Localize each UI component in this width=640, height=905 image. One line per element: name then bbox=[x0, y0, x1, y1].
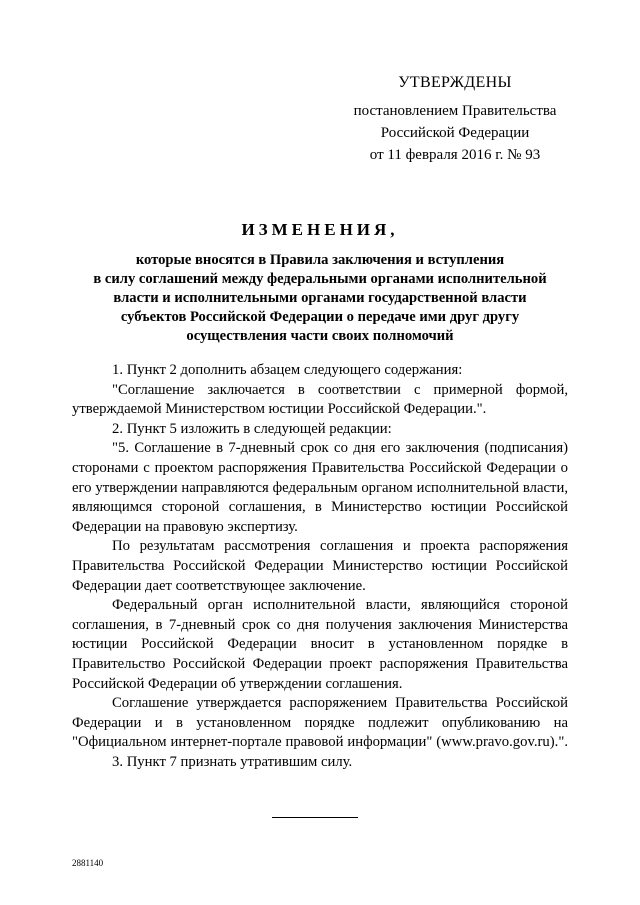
approval-line-3: от 11 февраля 2016 г. № 93 bbox=[369, 147, 541, 163]
paragraph-3: 2. Пункт 5 изложить в следующей редакции: bbox=[112, 420, 392, 437]
paragraph-8: 3. Пункт 7 признать утратившим силу. bbox=[112, 753, 353, 770]
paragraph-5: По результатам рассмотрения соглашения и проекта распоряжения Правительства Российской Федерации Министерство юстиции Российской Федерации дает соответствующее заключение. bbox=[72, 538, 568, 594]
subtitle-line-1: которые вносятся в Правила заключения и вступления bbox=[135, 252, 505, 268]
subtitle-line-5: осуществления части своих полномочий bbox=[186, 328, 454, 344]
title-block bbox=[60, 220, 580, 346]
paragraph-2: "Соглашение заключается в соответствии с примерной формой, утверждаемой Министерством юстиции Российской Федерации.". bbox=[72, 381, 568, 418]
paragraph-4: "5. Соглашение в 7-дневный срок со дня его заключения (подписания) сторонами с проектом распоряжения Правительства Российской Федерации о его утверждении направляются федеральным органом исполнительной власти, являющимся стороной соглашения, в Министерство юстиции Российской Федерации на правовую экспертизу. bbox=[72, 440, 568, 535]
subtitle-line-3: власти и исполнительными органами государственной власти bbox=[113, 290, 527, 306]
approval-heading: УТВЕРЖДЕНЫ bbox=[398, 74, 512, 91]
approval-block bbox=[330, 72, 580, 166]
document-title: ИЗМЕНЕНИЯ, bbox=[241, 220, 399, 239]
subtitle-line-4: субъектов Российской Федерации о передаче ими друг другу bbox=[120, 309, 520, 325]
paragraph-6: Федеральный орган исполнительной власти, являющийся стороной соглашения, в 7-дневный срок со дня получения заключения Министерства юстиции Российской Федерации вносит в установленном порядке в Правительство Российской Федерации проект распоряжения Правительства Российской Федерации об утверждении соглашения. bbox=[72, 597, 568, 692]
document-body bbox=[72, 361, 568, 772]
document-number: 2881140 bbox=[72, 858, 104, 868]
approval-line-1: постановлением Правительства bbox=[353, 103, 557, 119]
end-rule bbox=[272, 817, 358, 818]
subtitle-line-2: в силу соглашений между федеральными органами исполнительной bbox=[93, 271, 547, 287]
document-subtitle bbox=[60, 251, 580, 346]
paragraph-7: Соглашение утверждается распоряжением Правительства Российской Федерации и в установленном порядке подлежит опубликованию на "Официальном интернет-портале правовой информации" (www.pravo.gov.ru).". bbox=[72, 695, 568, 751]
approval-line-2: Российской Федерации bbox=[380, 125, 530, 141]
paragraph-1: 1. Пункт 2 дополнить абзацем следующего содержания: bbox=[112, 362, 463, 378]
